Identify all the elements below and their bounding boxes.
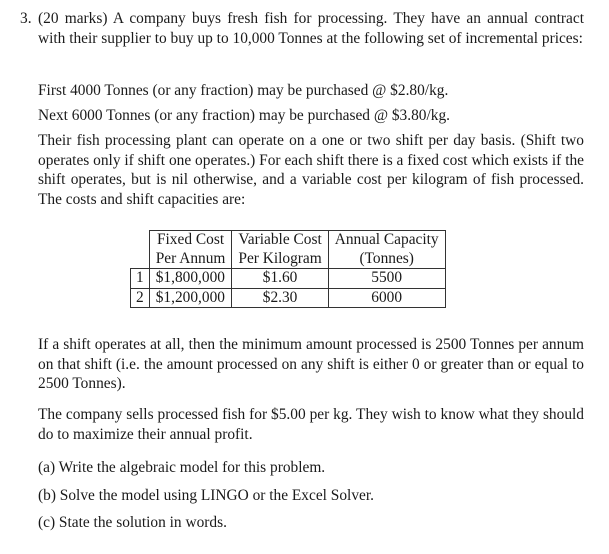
minimum-amount-paragraph: If a shift operates at all, then the minimum amount processed is 2500 Tonnes per annum on that shift (i.e. the amount processed on any shift is either 0 or greater than or equal to 2500 Tonnes). <box>38 336 584 393</box>
table-header-row <box>131 231 446 269</box>
variable-cost-cell: $1.60 <box>232 269 328 289</box>
sub-question-b: (b) Solve the model using LINGO or the Excel Solver. <box>38 486 374 504</box>
shift-cost-table <box>130 230 446 308</box>
price-next-line: Next 6000 Tonnes (or any fraction) may be purchased @ $3.80/kg. <box>38 107 451 124</box>
plant-paragraph: Their fish processing plant can operate on a one or two shift per day basis. (Shift two operates only if shift one operates.) For each shift there is a fixed cost which exists if the shift operates, but is nil otherwise, and a variable cost per kilogram of fish processed. The costs and shift capacities are: <box>38 132 584 208</box>
question-number: 3. <box>20 10 32 27</box>
header-fixed-cost: Fixed Cost Per Annum <box>149 231 232 269</box>
table-row <box>131 269 446 289</box>
fixed-cost-cell: $1,200,000 <box>149 288 232 308</box>
header-shift-blank <box>131 231 150 269</box>
fixed-cost-cell: $1,800,000 <box>149 269 232 289</box>
shift-number: 2 <box>131 288 150 308</box>
header-variable-cost: Variable Cost Per Kilogram <box>232 231 328 269</box>
header-annual-capacity: Annual Capacity (Tonnes) <box>328 231 445 269</box>
sub-question-list <box>38 458 374 541</box>
variable-cost-cell: $2.30 <box>232 288 328 308</box>
capacity-cell: 6000 <box>328 288 445 308</box>
price-first-line: First 4000 Tonnes (or any fraction) may be purchased @ $2.80/kg. <box>38 82 449 99</box>
sub-question-a: (a) Write the algebraic model for this problem. <box>38 459 326 476</box>
capacity-cell: 5500 <box>328 269 445 289</box>
sub-question-c: (c) State the solution in words. <box>38 514 227 531</box>
intro-paragraph: (20 marks) A company buys fresh fish for processing. They have an annual contract with their supplier to buy up to 10,000 Tonnes at the following set of incremental prices: <box>38 10 584 47</box>
shift-number: 1 <box>131 269 150 289</box>
selling-price-paragraph: The company sells processed fish for $5.00 per kg. They wish to know what they should do to maximize their annual profit. <box>38 406 584 443</box>
table-row <box>131 288 446 308</box>
